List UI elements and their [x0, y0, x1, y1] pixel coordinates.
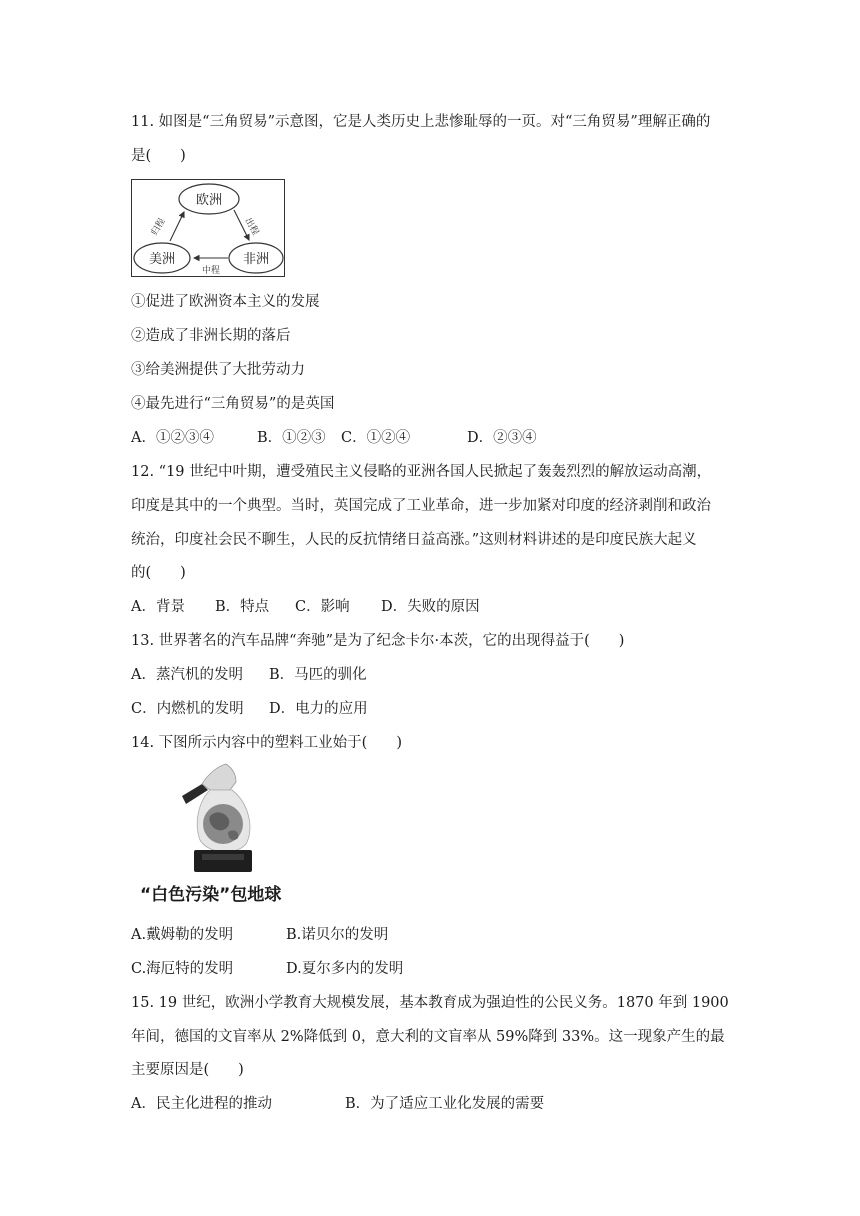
q11-answer-c: C．①②④ — [341, 430, 411, 446]
q15-answer-b: B．为了适应工业化发展的需要 — [345, 1096, 545, 1112]
q11-answer-a: A．①②③④ — [131, 430, 214, 446]
q11-answer-d: D．②③④ — [467, 430, 537, 446]
q11-stem-line2: 是( ) — [131, 148, 186, 164]
q15-stem-line3: 主要原因是( ) — [131, 1062, 244, 1078]
q12-answer-b: B．特点 — [215, 599, 270, 615]
q13-answer-b: B．马匹的驯化 — [269, 667, 367, 683]
out-leg-label: 出程 — [242, 216, 261, 238]
europe-label: 欧洲 — [195, 193, 223, 208]
q14-answers-row1 — [131, 925, 388, 945]
q14-answer-b: B.诺贝尔的发明 — [286, 927, 389, 943]
q13-answers-row2 — [131, 699, 368, 719]
q11-option-4: ④最先进行“三角贸易”的是英国 — [131, 396, 335, 412]
q12-stem-line4: 的( ) — [131, 565, 186, 581]
image-caption: “白色污染”包地球 — [140, 885, 282, 905]
q11-option-1: ①促进了欧洲资本主义的发展 — [131, 294, 320, 310]
q14-answers-row2 — [131, 959, 403, 979]
q12-stem-line1: 12. “19 世纪中叶期，遭受殖民主义侵略的亚洲各国人民掀起了轰轰烈烈的解放运动高潮， — [131, 464, 712, 480]
q12-stem-line2: 印度是其中的一个典型。当时，英国完成了工业革命，进一步加紧对印度的经济剥削和政治 — [131, 498, 711, 514]
q15-answers — [131, 1094, 544, 1114]
plastic-bag-earth-image — [180, 762, 266, 872]
q12-stem-line3: 统治，印度社会民不聊生，人民的反抗情绪日益高涨。”这则材料讲述的是印度民族大起义 — [131, 532, 697, 548]
q11-option-2: ②造成了非洲长期的落后 — [131, 328, 291, 344]
q11-answers — [131, 428, 537, 448]
q15-answer-a: A．民主化进程的推动 — [131, 1096, 272, 1112]
triangle-trade-diagram — [131, 179, 285, 277]
q12-answer-c: C．影响 — [295, 599, 350, 615]
q12-answer-d: D．失败的原因 — [381, 599, 480, 615]
q13-answer-d: D．电力的应用 — [269, 701, 368, 717]
q13-stem: 13. 世界著名的汽车品牌“奔驰”是为了纪念卡尔·本茨，它的出现得益于( ) — [131, 633, 625, 649]
q15-stem-line2: 年间，德国的文盲率从 2%降低到 0，意大利的文盲率从 59%降到 33%。这一现象产生的最 — [131, 1029, 725, 1045]
q12-answers — [131, 597, 480, 617]
america-label: 美洲 — [148, 252, 176, 267]
q14-answer-a: A.戴姆勒的发明 — [131, 927, 234, 943]
q14-stem: 14. 下图所示内容中的塑料工业始于( ) — [131, 735, 402, 751]
q14-answer-c: C.海厄特的发明 — [131, 961, 234, 977]
middle-leg-label: 中程 — [201, 266, 221, 276]
africa-label: 非洲 — [242, 252, 270, 267]
q13-answer-c: C．内燃机的发明 — [131, 701, 244, 717]
q11-option-3: ③给美洲提供了大批劳动力 — [131, 362, 305, 378]
q11-answer-b: B．①②③ — [257, 430, 326, 446]
q13-answers-row1 — [131, 665, 367, 685]
q11-stem-line1: 11. 如图是“三角贸易”示意图，它是人类历史上悲惨耻辱的一页。对“三角贸易”理解正确的 — [131, 114, 711, 130]
return-leg-label: 归程 — [149, 216, 168, 238]
q14-answer-d: D.夏尔多内的发明 — [286, 961, 404, 977]
q15-stem-line1: 15. 19 世纪，欧洲小学教育大规模发展，基本教育成为强迫性的公民义务。1870 年到 1900 — [131, 995, 729, 1011]
return-leg-arrow — [170, 212, 184, 241]
q13-answer-a: A．蒸汽机的发明 — [131, 667, 243, 683]
q12-answer-a: A．背景 — [131, 599, 185, 615]
